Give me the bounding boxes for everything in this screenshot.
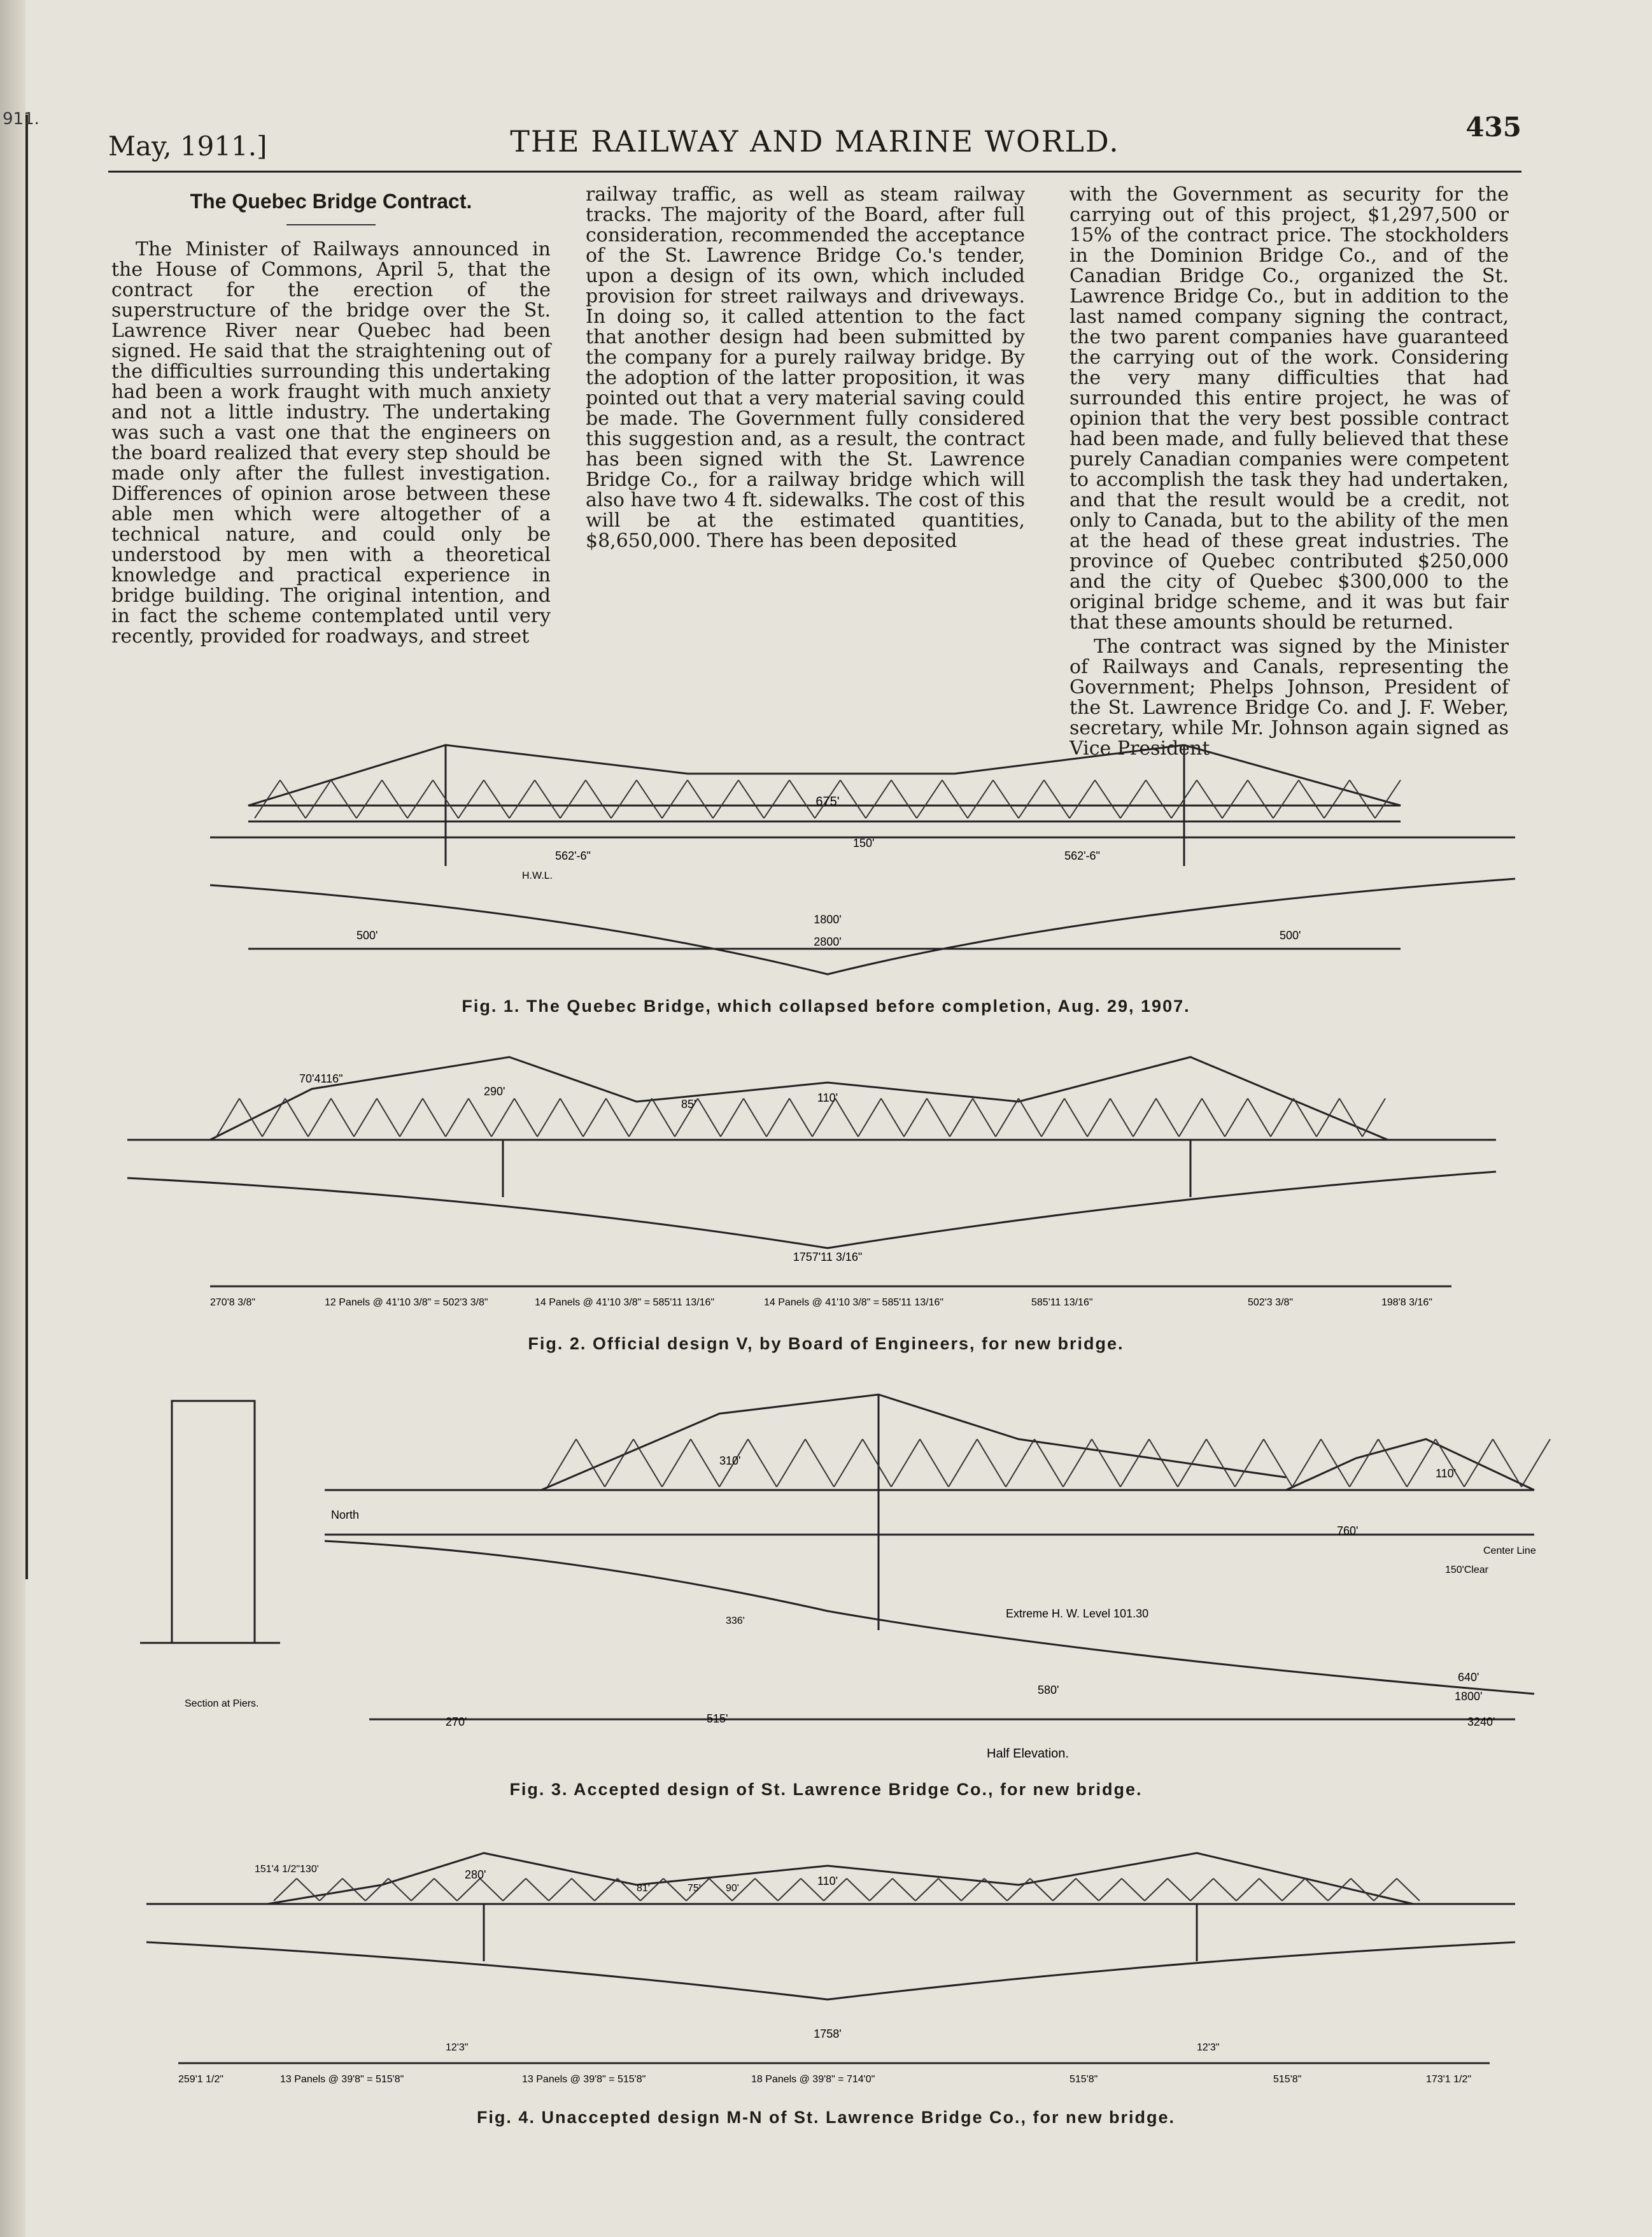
- fig3-label-580: 580': [1038, 1684, 1059, 1696]
- fig3-label-640: 640': [1458, 1671, 1479, 1684]
- truss-member: [526, 1878, 549, 1901]
- fig1-label-hwl: H.W.L.: [522, 870, 553, 881]
- fig4-label-top-left: 151'4 1/2"130': [255, 1864, 319, 1875]
- truss-member: [1092, 1439, 1120, 1487]
- truss-member: [537, 1098, 560, 1137]
- fig3-riverbed: [325, 1541, 1534, 1694]
- truss-member: [411, 1878, 434, 1901]
- fig2-dim-5: 585'11 13/16": [1031, 1297, 1093, 1308]
- fig4-label-height-left: 280': [465, 1868, 486, 1881]
- truss-member: [917, 780, 942, 818]
- fig1-label-total: 2800': [814, 935, 842, 948]
- fig1-label-main: 1800': [814, 913, 842, 926]
- issue-date: May, 1911.]: [108, 131, 267, 162]
- truss-member: [377, 1098, 400, 1137]
- truss-member: [1064, 1098, 1087, 1137]
- fig1-label-end-left: 500': [357, 929, 378, 942]
- truss-member: [509, 780, 535, 818]
- fig3-label-3240: 3240': [1467, 1715, 1495, 1728]
- truss-member: [1087, 1098, 1110, 1137]
- truss-member: [1259, 1878, 1282, 1901]
- truss-member: [434, 1878, 457, 1901]
- truss-member: [662, 1439, 691, 1487]
- truss-member: [721, 1098, 744, 1137]
- column-1-body: [111, 239, 551, 647]
- fig1-label-center: 675': [815, 795, 840, 809]
- truss-member: [484, 780, 509, 818]
- fig3-label-water: Extreme H. W. Level 101.30: [1006, 1607, 1149, 1620]
- truss-member: [1299, 780, 1324, 818]
- truss-member: [812, 1098, 835, 1137]
- truss-member: [996, 1098, 1019, 1137]
- truss-member: [1282, 1878, 1305, 1901]
- fig4-dim-5: 515'8": [1070, 2074, 1098, 2085]
- truss-member: [1030, 1878, 1053, 1901]
- truss-member: [388, 1878, 411, 1901]
- fig1-drawing: [0, 720, 1652, 1019]
- fig2-dim-4: 14 Panels @ 41'10 3/8" = 585'11 13/16": [764, 1297, 944, 1308]
- fig4-label-d12b: 12'3": [1197, 2042, 1220, 2053]
- truss-member: [629, 1098, 652, 1137]
- truss-member: [805, 1439, 834, 1487]
- truss-member: [1213, 1878, 1236, 1901]
- truss-member: [1019, 1098, 1041, 1137]
- truss-member: [766, 1098, 789, 1137]
- truss-member: [1156, 1098, 1179, 1137]
- truss-member: [1271, 1098, 1294, 1137]
- truss-member: [576, 1439, 605, 1487]
- truss-member: [342, 1878, 365, 1901]
- truss-member: [993, 780, 1019, 818]
- fig2-dim-6: 502'3 3/8": [1248, 1297, 1294, 1308]
- fig4-drawing: [0, 1834, 1652, 2114]
- truss-member: [1110, 1098, 1133, 1137]
- text-column-2: [586, 185, 1025, 555]
- fig4-dim-6: 515'8": [1273, 2074, 1302, 2085]
- truss-member: [1179, 1098, 1202, 1137]
- truss-member: [949, 1439, 977, 1487]
- truss-member: [1197, 780, 1222, 818]
- truss-member: [480, 1878, 503, 1901]
- truss-member: [1222, 780, 1248, 818]
- fig4-label-d12: 12'3": [446, 2042, 469, 2053]
- fig1-label-end-right: 500': [1280, 929, 1301, 942]
- truss-member: [547, 1439, 576, 1487]
- truss-member: [1120, 1439, 1149, 1487]
- truss-member: [572, 1878, 595, 1901]
- fig4-riverbed: [146, 1942, 1515, 1999]
- truss-member: [942, 780, 968, 818]
- truss-member: [1350, 780, 1375, 818]
- fig3-label-height-center: 110': [1436, 1467, 1457, 1480]
- fig4-label-main: 1758': [814, 2028, 842, 2040]
- fig2-dim-1: 270'8 3/8": [210, 1297, 256, 1308]
- fig2-label-top-left: 70'4116": [299, 1072, 343, 1085]
- truss-member: [1273, 780, 1299, 818]
- truss-member: [331, 1098, 354, 1137]
- truss-member: [458, 780, 484, 818]
- previous-page-number: 911.: [3, 110, 39, 129]
- fig2-dim-7: 198'8 3/16": [1381, 1297, 1432, 1308]
- text-column-3: [1070, 185, 1509, 763]
- truss-member: [1007, 1878, 1030, 1901]
- truss-member: [1053, 1878, 1076, 1901]
- fig4-dim-1: 259'1 1/2": [178, 2074, 224, 2085]
- fig3-label-clear: 150'Clear: [1445, 1565, 1488, 1575]
- truss-member: [1070, 780, 1095, 818]
- truss-member: [354, 1098, 377, 1137]
- figure-3: [0, 1388, 1652, 1808]
- truss-member: [280, 780, 306, 818]
- fig1-label-right: 562'-6": [1064, 849, 1100, 862]
- truss-member: [1034, 1439, 1063, 1487]
- truss-member: [881, 1098, 904, 1137]
- truss-member: [1407, 1439, 1436, 1487]
- truss-member: [1095, 780, 1120, 818]
- truss-member: [1521, 1439, 1550, 1487]
- truss-member: [789, 780, 815, 818]
- truss-member: [611, 780, 637, 818]
- truss-member: [691, 1439, 719, 1487]
- fig3-caption: Fig. 3. Accepted design of St. Lawrence Bridge Co., for new bridge.: [509, 1780, 1143, 1799]
- fig1-label-height: 150': [853, 837, 875, 849]
- fig2-label-height-center: 110': [817, 1091, 838, 1104]
- truss-member: [847, 1878, 870, 1901]
- fig2-label-height-left: 290': [484, 1085, 505, 1098]
- fig3-label-1800: 1800': [1455, 1690, 1483, 1703]
- truss-member: [858, 1098, 881, 1137]
- truss-member: [1006, 1439, 1034, 1487]
- fig4-label-h-mid2: 75': [688, 1883, 701, 1894]
- truss-member: [744, 1098, 766, 1137]
- truss-member: [308, 1098, 331, 1137]
- fig2-drawing: [0, 1044, 1652, 1337]
- fig4-dim-3: 13 Panels @ 39'8" = 515'8": [522, 2074, 646, 2085]
- fig4-dim-4: 18 Panels @ 39'8" = 714'0": [751, 2074, 875, 2085]
- truss-member: [306, 780, 331, 818]
- article-paragraph: The contract was signed by the Minister of Railways and Canals, representing the Government; Phelps Johnson, President of the St. Lawrence Bridge Co. and J. F. Weber, secretary, while Mr. Johnson again signed as Vice President: [1070, 636, 1509, 760]
- fig1-label-left: 562'-6": [555, 849, 591, 862]
- fig4-caption: Fig. 4. Unaccepted design M-N of St. Lawrence Bridge Co., for new bridge.: [476, 2108, 1176, 2127]
- truss-member: [606, 1098, 629, 1137]
- truss-member: [1168, 1878, 1190, 1901]
- truss-member: [549, 1878, 572, 1901]
- truss-member: [1122, 1878, 1145, 1901]
- truss-member: [748, 1439, 777, 1487]
- truss-member: [1099, 1878, 1122, 1901]
- fig2-dim-3: 14 Panels @ 41'10 3/8" = 585'11 13/16": [535, 1297, 715, 1308]
- truss-member: [469, 1098, 491, 1137]
- fig2-riverbed: [127, 1172, 1496, 1248]
- truss-member: [698, 1098, 721, 1137]
- fig2-label-main: 1757'11 3/16": [793, 1251, 863, 1263]
- fig3-label-515: 515': [707, 1712, 728, 1725]
- truss-member: [446, 1098, 469, 1137]
- truss-member: [920, 1439, 949, 1487]
- truss-member: [423, 1098, 446, 1137]
- fig2-dim-2: 12 Panels @ 41'10 3/8" = 502'3 3/8": [325, 1297, 488, 1308]
- truss-member: [938, 1878, 961, 1901]
- truss-member: [285, 1098, 308, 1137]
- truss-member: [1350, 1439, 1378, 1487]
- header-rule: [108, 171, 1521, 173]
- truss-member: [1044, 780, 1070, 818]
- fig3-label-center-line: Center Line: [1483, 1545, 1536, 1556]
- fig4-label-h-mid1: 81': [637, 1883, 650, 1894]
- truss-member: [1339, 1098, 1362, 1137]
- figure-2: [0, 1044, 1652, 1363]
- article-paragraph: The Minister of Railways announced in the House of Commons, April 5, that the contract for the erection of the superstructure of the bridge over the St. Lawrence River near Quebec had been signed. He said that the straightening out of the difficulties surrounding this undertaking had been a work fraught with much anxiety and not a little industry. The undertaking was such a vast one that the engineers on the board realized that every step should be made only after the fullest investigation. Differences of opinion arose between these able men which were altogether of a technical nature, and could only be understood by men with a theoretical knowledge and practical experience in bridge building. The original intention, and in fact the scheme contemplated until very recently, provided for roadways, and street: [111, 238, 551, 648]
- truss-member: [274, 1878, 297, 1901]
- fig3-label-north: North: [331, 1509, 360, 1521]
- truss-member: [262, 1098, 285, 1137]
- truss-member: [586, 780, 611, 818]
- column-2-body: [586, 185, 1025, 551]
- truss-member: [652, 1098, 675, 1137]
- fig3-drawing: [0, 1388, 1652, 1783]
- truss-member: [904, 1098, 927, 1137]
- publication-title: THE RAILWAY AND MARINE WORLD.: [510, 124, 1120, 159]
- truss-member: [968, 780, 993, 818]
- fig4-label-h-mid3: 90': [726, 1883, 739, 1894]
- truss-member: [1120, 780, 1146, 818]
- truss-member: [457, 1878, 480, 1901]
- truss-member: [835, 1098, 858, 1137]
- truss-member: [973, 1098, 996, 1137]
- fig3-label-height-tower: 310': [719, 1454, 741, 1467]
- truss-member: [407, 780, 433, 818]
- truss-member: [560, 780, 586, 818]
- truss-member: [357, 780, 382, 818]
- article-title: The Quebec Bridge Contract.: [190, 190, 472, 213]
- truss-member: [777, 1439, 805, 1487]
- truss-member: [255, 780, 280, 818]
- fig3-truss-top: [541, 1395, 1286, 1490]
- truss-member: [1362, 1098, 1385, 1137]
- truss-member: [1397, 1878, 1420, 1901]
- truss-member: [1133, 1098, 1156, 1137]
- fig3-label-270: 270': [446, 1715, 467, 1728]
- truss-member: [1493, 1439, 1521, 1487]
- column-3-body: [1070, 185, 1509, 759]
- running-header: [108, 111, 1521, 169]
- truss-member: [1076, 1878, 1099, 1901]
- truss-member: [891, 1439, 920, 1487]
- truss-member: [605, 1439, 633, 1487]
- truss-member: [1225, 1098, 1248, 1137]
- truss-member: [382, 780, 407, 818]
- fig3-label-760: 760': [1337, 1524, 1359, 1537]
- truss-member: [789, 1098, 812, 1137]
- truss-member: [738, 780, 764, 818]
- truss-member: [633, 1439, 662, 1487]
- truss-member: [503, 1878, 526, 1901]
- title-rule: [286, 224, 376, 225]
- fig2-truss-top: [210, 1057, 1388, 1140]
- fig4-dim-7: 173'1 1/2": [1426, 2074, 1472, 2085]
- truss-member: [755, 1878, 778, 1901]
- truss-member: [891, 780, 917, 818]
- truss-member: [778, 1878, 801, 1901]
- truss-member: [977, 1439, 1006, 1487]
- truss-member: [365, 1878, 388, 1901]
- truss-member: [514, 1098, 537, 1137]
- truss-member: [1248, 780, 1273, 818]
- article-paragraph: with the Government as security for the carrying out of this project, $1,297,500 or 15% of the contract price. The stockholders in the Dominion Bridge Co., and of the Canadian Bridge Co., organized the St. Lawrence Bridge Co., but in addition to the last named company signing the contract, the two parent companies have guaranteed the carrying out of the work. Considering the very many difficulties that had surrounded this entire project, he was of opinion that the very best possible contract had been made, and fully believed that these purely Canadian companies were competent to accomplish the task they had undertaken, and that the result would be a credit, not only to Canada, but to the ability of the men at the head of these great industries. The province of Quebec contributed $250,000 and the city of Quebec $300,000 to the original bridge scheme, and it was but fair that these amounts should be returned.: [1070, 183, 1509, 634]
- page-number: 435: [1465, 111, 1521, 143]
- truss-member: [662, 780, 688, 818]
- truss-member: [491, 1098, 514, 1137]
- truss-member: [595, 1878, 618, 1901]
- truss-member: [400, 1098, 423, 1137]
- text-column-1: [111, 185, 551, 651]
- truss-member: [927, 1098, 950, 1137]
- truss-member: [863, 1439, 891, 1487]
- truss-member: [713, 780, 738, 818]
- article-paragraph: railway traffic, as well as steam railway tracks. The majority of the Board, after full consideration, recommended the acceptance of the St. Lawrence Bridge Co.'s tender, upon a design of its own, which included provision for street railways and driveways. In doing so, it called attention to the fact that another design had been submitted by the company for a purely railway bridge. By the adoption of the latter proposition, it was pointed out that a very material saving could be made. The Government fully considered this suggestion and, as a result, the contract has been signed with the St. Lawrence Bridge Co., for a railway bridge which will also have two 4 ft. sidewalks. The cost of this will be at the estimated quantities, $8,650,000. There has been deposited: [586, 183, 1025, 552]
- truss-member: [893, 1878, 915, 1901]
- truss-member: [866, 780, 891, 818]
- truss-member: [1264, 1439, 1292, 1487]
- truss-member: [331, 780, 357, 818]
- truss-member: [583, 1098, 606, 1137]
- truss-member: [1248, 1098, 1271, 1137]
- truss-member: [637, 780, 662, 818]
- truss-member: [239, 1098, 262, 1137]
- fig1-caption: Fig. 1. The Quebec Bridge, which collapsed before completion, Aug. 29, 1907.: [462, 997, 1190, 1016]
- truss-member: [1190, 1878, 1213, 1901]
- truss-member: [1041, 1098, 1064, 1137]
- figure-1: [0, 720, 1652, 1019]
- truss-member: [1149, 1439, 1178, 1487]
- truss-member: [915, 1878, 938, 1901]
- fig2-label-height-mid: 85': [681, 1098, 696, 1111]
- fig3-label-pier: 336': [726, 1616, 745, 1626]
- truss-member: [535, 780, 560, 818]
- truss-member: [1206, 1439, 1235, 1487]
- truss-member: [1464, 1439, 1493, 1487]
- truss-member: [560, 1098, 583, 1137]
- fig4-label-h-center: 110': [817, 1875, 838, 1887]
- truss-member: [1146, 780, 1171, 818]
- truss-member: [1145, 1878, 1168, 1901]
- truss-member: [870, 1878, 893, 1901]
- truss-member: [688, 780, 713, 818]
- fig3-pier-section: [172, 1401, 255, 1643]
- fig4-dim-2: 13 Panels @ 39'8" = 515'8": [280, 2074, 404, 2085]
- truss-member: [950, 1098, 973, 1137]
- truss-member: [1202, 1098, 1225, 1137]
- figure-4: [0, 1834, 1652, 2140]
- truss-member: [1328, 1878, 1351, 1901]
- truss-member: [1019, 780, 1044, 818]
- truss-member: [961, 1878, 984, 1901]
- fig3-label-half-elevation: Half Elevation.: [987, 1747, 1069, 1761]
- truss-member: [1235, 1439, 1264, 1487]
- fig3-label-section: Section at Piers.: [185, 1698, 259, 1709]
- truss-member: [320, 1878, 342, 1901]
- truss-member: [1236, 1878, 1259, 1901]
- fig2-caption: Fig. 2. Official design V, by Board of Engineers, for new bridge.: [528, 1334, 1124, 1353]
- truss-member: [840, 780, 866, 818]
- truss-member: [764, 780, 789, 818]
- fig1-riverbed: [210, 879, 1515, 974]
- truss-member: [834, 1439, 863, 1487]
